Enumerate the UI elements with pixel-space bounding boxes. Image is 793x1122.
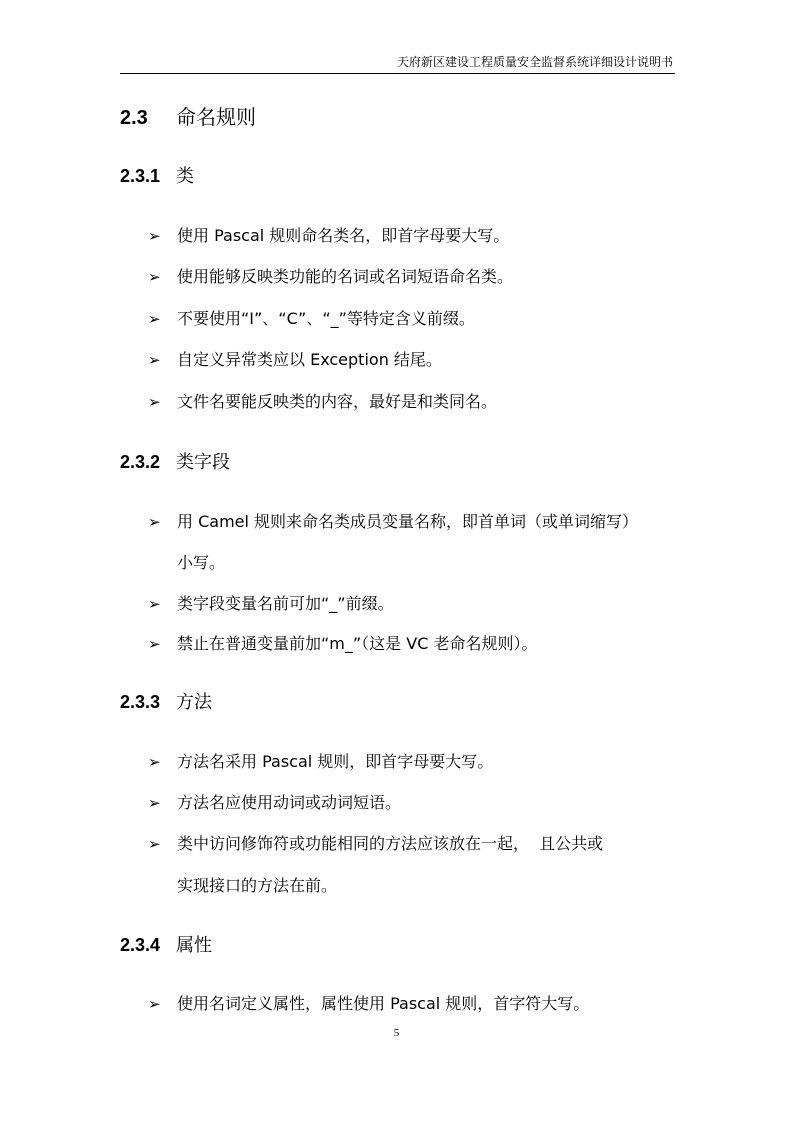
bullet-arrow-icon: ➢ bbox=[148, 595, 161, 613]
subsection-number: 2.3.2 bbox=[120, 452, 161, 472]
subsection-heading-class bbox=[120, 164, 194, 189]
subsection-number: 2.3.4 bbox=[120, 935, 161, 955]
bullet-arrow-icon: ➢ bbox=[148, 753, 161, 771]
section-heading bbox=[120, 104, 256, 131]
running-header: 天府新区建设工程质量安全监督系统详细设计说明书 bbox=[396, 55, 673, 69]
section-title: 命名规则 bbox=[176, 105, 256, 129]
subsection-heading-class-field bbox=[120, 450, 230, 475]
subsection-title: 类 bbox=[176, 166, 194, 187]
bullet-arrow-icon: ➢ bbox=[148, 351, 161, 369]
bullet-arrow-icon: ➢ bbox=[148, 393, 161, 411]
bullet-arrow-icon: ➢ bbox=[148, 835, 161, 853]
bullet-arrow-icon: ➢ bbox=[148, 635, 161, 653]
subsection-heading-property bbox=[120, 933, 212, 958]
bullet-arrow-icon: ➢ bbox=[148, 310, 161, 328]
subsection-heading-method bbox=[120, 690, 212, 715]
list-item-continuation: 小写。 bbox=[177, 553, 226, 572]
bullet-arrow-icon: ➢ bbox=[148, 268, 161, 286]
subsection-title: 方法 bbox=[176, 692, 212, 713]
subsection-title: 属性 bbox=[176, 935, 212, 956]
bullet-arrow-icon: ➢ bbox=[148, 794, 161, 812]
subsection-number: 2.3.3 bbox=[120, 692, 161, 712]
header-rule bbox=[120, 73, 675, 74]
bullet-arrow-icon: ➢ bbox=[148, 227, 161, 245]
page-number: 5 bbox=[393, 1027, 400, 1039]
subsection-title: 类字段 bbox=[176, 452, 230, 473]
subsection-number: 2.3.1 bbox=[120, 166, 161, 186]
bullet-arrow-icon: ➢ bbox=[148, 995, 161, 1013]
list-item-continuation: 实现接口的方法在前。 bbox=[177, 876, 338, 895]
bullet-arrow-icon: ➢ bbox=[148, 513, 161, 531]
section-number: 2.3 bbox=[120, 107, 148, 129]
